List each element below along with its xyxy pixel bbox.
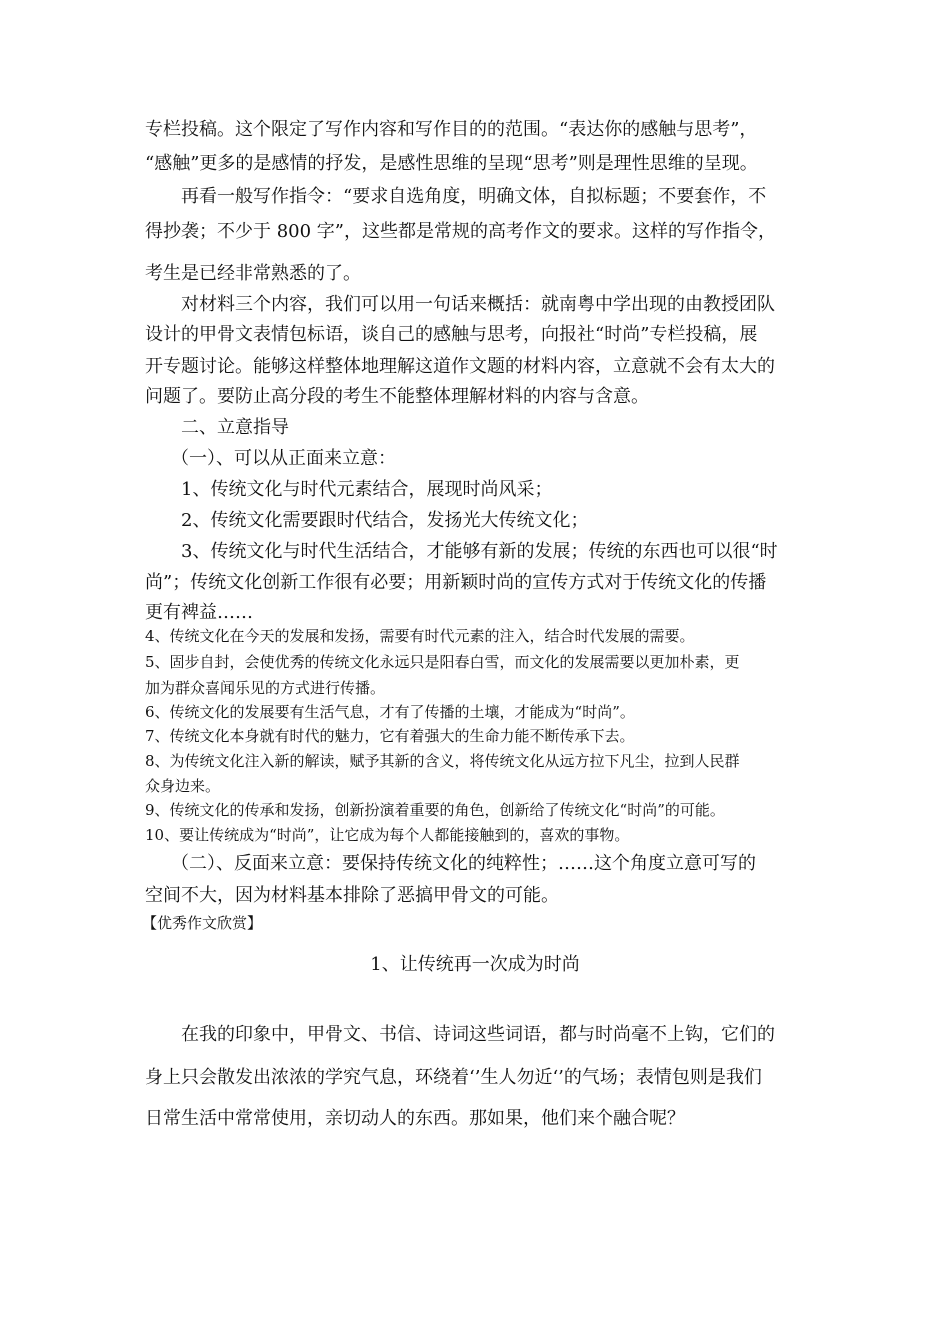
essay-title: 1、让传统再一次成为时尚	[370, 954, 580, 975]
list-item: 众身边来。	[145, 777, 221, 795]
paragraph-line: 空间不大，因为材料基本排除了恶搞甲骨文的可能。	[145, 885, 559, 906]
list-item: 7、传统文化本身就有时代的魅力，它有着强大的生命力能不断传承下去。	[145, 727, 635, 745]
list-item: 8、为传统文化注入新的解读，赋予其新的含义，将传统文化从远方拉下凡尘，拉到人民群	[145, 752, 740, 770]
subsection-heading: （一）、可以从正面来立意：	[171, 448, 396, 469]
list-item: 9、传统文化的传承和发扬，创新扮演着重要的角色，创新给了传统文化“时尚”的可能。	[145, 801, 725, 819]
paragraph-line: 考生是已经非常熟悉的了。	[145, 263, 361, 284]
paragraph-line: 得抄袭；不少于 800 字”，这些都是常规的高考作文的要求。这样的写作指令，	[145, 221, 776, 242]
section-heading: 二、立意指导	[181, 417, 289, 438]
list-item: 4、传统文化在今天的发展和发扬，需要有时代元素的注入，结合时代发展的需要。	[145, 627, 695, 645]
paragraph-line: “感触”更多的是感情的抒发，是感性思维的呈现“思考”则是理性思维的呈现。	[145, 153, 758, 174]
paragraph-line: 对材料三个内容，我们可以用一句话来概括：就南粤中学出现的由教授团队	[181, 294, 775, 315]
essay-paragraph-line: 日常生活中常常使用，亲切动人的东西。那如果，他们来个融合呢？	[145, 1108, 685, 1129]
paragraph-line: 开专题讨论。能够这样整体地理解这道作文题的材料内容，立意就不会有太大的	[145, 356, 775, 377]
paragraph-line: 专栏投稿。这个限定了写作内容和写作目的的范围。“表达你的感触与思考”，	[145, 119, 758, 140]
list-item: 2、传统文化需要跟时代结合，发扬光大传统文化；	[181, 510, 589, 531]
list-item: 更有裨益……	[145, 602, 253, 623]
essay-paragraph-line: 在我的印象中，甲骨文、书信、诗词这些词语，都与时尚毫不上钩，它们的	[181, 1024, 775, 1045]
paragraph-line: 再看一般写作指令：“要求自选角度，明确文体，自拟标题；不要套作，不	[181, 186, 767, 207]
list-item: 6、传统文化的发展要有生活气息，才有了传播的土壤，才能成为“时尚”。	[145, 703, 635, 721]
list-item: 3、传统文化与时代生活结合，才能够有新的发展；传统的东西也可以很“时	[181, 541, 778, 562]
list-item: 5、固步自封，会使优秀的传统文化永远只是阳春白雪，而文化的发展需要以更加朴素，更	[145, 653, 740, 671]
list-item: 尚”；传统文化创新工作很有必要；用新颖时尚的宣传方式对于传统文化的传播	[145, 572, 767, 593]
section-heading: 【优秀作文欣赏】	[142, 914, 263, 932]
essay-paragraph-line: 身上只会散发出浓浓的学究气息，环绕着‘’生人勿近‘’的气场；表情包则是我们	[145, 1067, 762, 1088]
paragraph-line: 问题了。要防止高分段的考生不能整体理解材料的内容与含意。	[145, 386, 649, 407]
list-item: 加为群众喜闻乐见的方式进行传播。	[145, 679, 386, 697]
subsection-heading: （二）、反面来立意：要保持传统文化的纯粹性；……这个角度立意可写的	[171, 853, 756, 874]
list-item: 1、传统文化与时代元素结合，展现时尚风采；	[181, 479, 553, 500]
paragraph-line: 设计的甲骨文表情包标语，谈自己的感触与思考，向报社“时尚”专栏投稿，展	[145, 324, 758, 345]
list-item: 10、要让传统成为“时尚”，让它成为每个人都能接触到的，喜欢的事物。	[145, 826, 630, 844]
